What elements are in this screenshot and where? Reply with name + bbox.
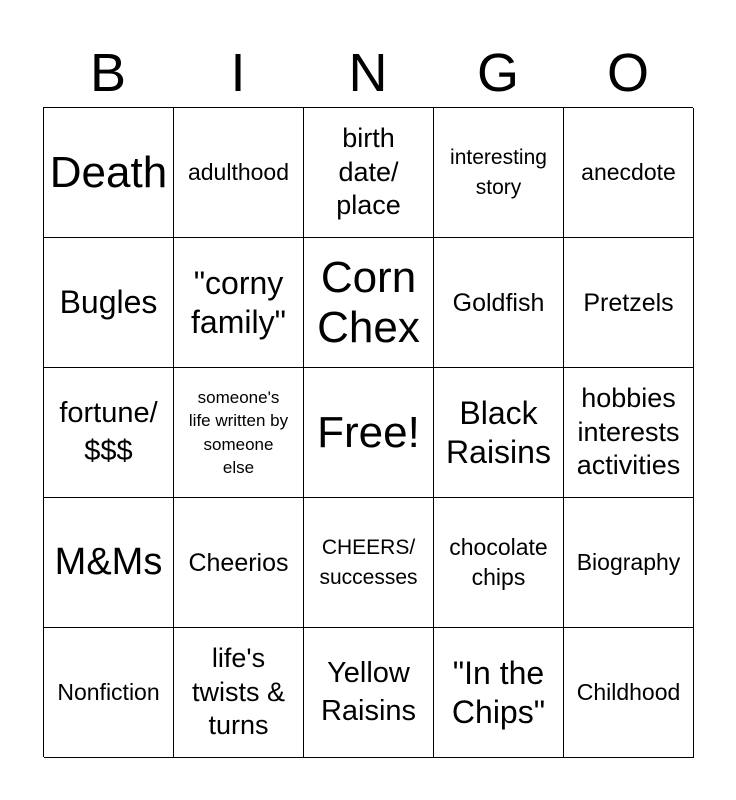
bingo-cell[interactable] xyxy=(304,238,434,368)
bingo-cell[interactable] xyxy=(44,108,174,238)
cell-text: Death xyxy=(49,147,168,197)
cell-text: Bugles xyxy=(59,284,158,321)
cell-text: Yellow Raisins xyxy=(320,656,417,727)
bingo-cell[interactable] xyxy=(434,238,564,368)
bingo-cell[interactable] xyxy=(174,498,304,628)
bingo-cell[interactable] xyxy=(564,238,694,368)
bingo-cell[interactable] xyxy=(174,108,304,238)
header-letter-b: B xyxy=(89,43,127,103)
cell-text: anecdote xyxy=(581,158,676,185)
cell-text: Cheerios xyxy=(188,548,289,577)
cell-text: Corn Chex xyxy=(317,253,420,352)
cell-text: birth date/ place xyxy=(336,123,401,221)
bingo-cell[interactable] xyxy=(304,108,434,238)
cell-text: interesting story xyxy=(450,145,547,199)
header-letter-g: G xyxy=(476,43,519,103)
bingo-cell[interactable] xyxy=(174,628,304,758)
cell-text: Biography xyxy=(576,548,681,575)
cell-text: chocolate chips xyxy=(449,533,548,590)
cell-text: Childhood xyxy=(576,678,681,705)
bingo-cell[interactable] xyxy=(564,108,694,238)
cell-text: adulthood xyxy=(187,158,290,185)
cell-text: CHEERS/ successes xyxy=(319,535,418,589)
bingo-cell[interactable] xyxy=(434,498,564,628)
bingo-cell[interactable] xyxy=(44,498,174,628)
cell-text: "corny family" xyxy=(191,265,286,340)
bingo-cell[interactable] xyxy=(304,498,434,628)
free-space-cell[interactable] xyxy=(304,368,434,498)
bingo-board xyxy=(43,107,693,757)
bingo-cell[interactable] xyxy=(174,238,304,368)
cell-text: Free! xyxy=(317,407,420,457)
header-letter-n: N xyxy=(348,43,388,103)
cell-text: Pretzels xyxy=(583,288,674,317)
cell-text: someone's life written by someone else xyxy=(188,387,289,477)
bingo-cell[interactable] xyxy=(564,628,694,758)
bingo-cell[interactable] xyxy=(44,368,174,498)
header-letter-i: I xyxy=(230,43,246,103)
cell-text: Black Raisins xyxy=(446,395,551,470)
bingo-cell[interactable] xyxy=(304,628,434,758)
cell-text: hobbies interests activities xyxy=(576,383,681,481)
header-letter-o: O xyxy=(606,43,649,103)
bingo-cell[interactable] xyxy=(564,368,694,498)
bingo-cell[interactable] xyxy=(44,628,174,758)
bingo-cell[interactable] xyxy=(434,368,564,498)
cell-text: M&Ms xyxy=(54,541,163,584)
bingo-cell[interactable] xyxy=(174,368,304,498)
cell-text: "In the Chips" xyxy=(451,655,546,730)
bingo-cell[interactable] xyxy=(564,498,694,628)
cell-text: Nonfiction xyxy=(57,678,160,705)
cell-text: fortune/ $$$ xyxy=(59,396,158,467)
cell-text: life's twists & turns xyxy=(191,643,285,741)
bingo-header xyxy=(43,40,693,106)
bingo-cell[interactable] xyxy=(434,628,564,758)
bingo-cell[interactable] xyxy=(434,108,564,238)
cell-text: Goldfish xyxy=(452,288,545,317)
bingo-cell[interactable] xyxy=(44,238,174,368)
